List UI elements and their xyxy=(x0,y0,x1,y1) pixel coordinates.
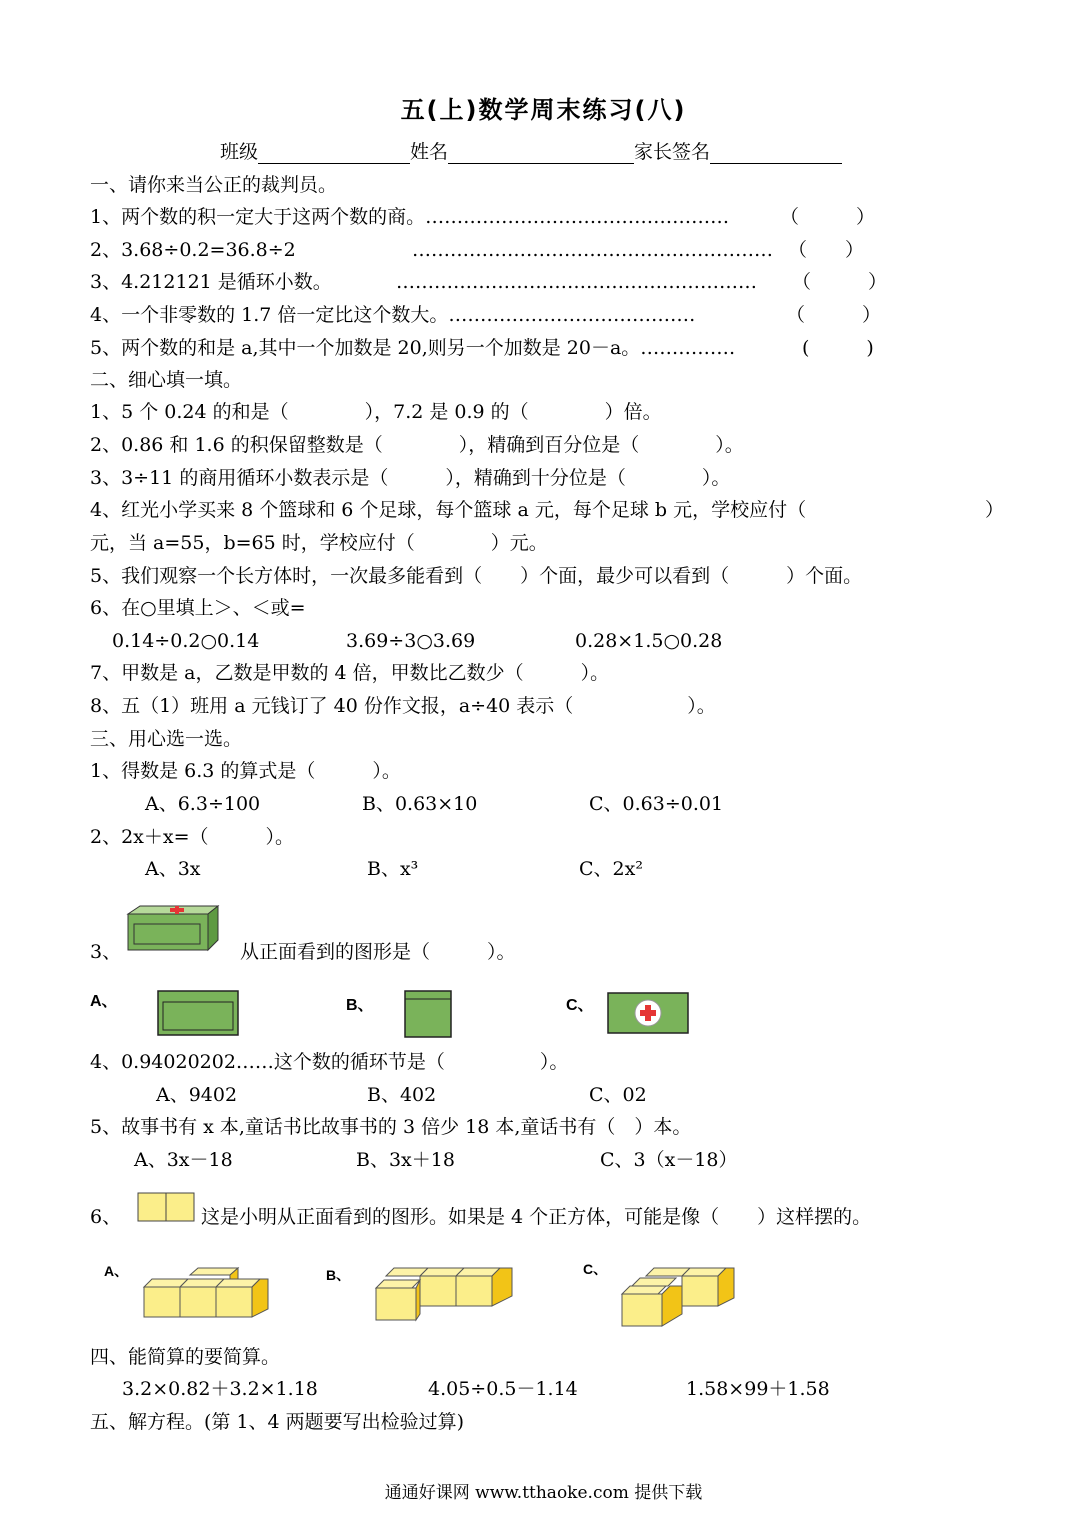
choice-q6-number: 6、 xyxy=(90,1206,122,1228)
section4-heading: 四、能简算的要简算。 xyxy=(90,1346,281,1368)
choice-q2: 2、2x＋x=（ ）。 xyxy=(90,826,295,848)
q6-option-b-label[interactable]: B、 xyxy=(326,1267,351,1283)
q1-option-a[interactable]: A、6.3÷100 xyxy=(145,793,261,815)
q1-option-b[interactable]: B、0.63×10 xyxy=(362,793,478,815)
judge-blank-1[interactable]: （ ） xyxy=(780,206,876,228)
section5-heading: 五、解方程。(第 1、4 两题要写出检验过算) xyxy=(90,1411,465,1433)
fill-item-3: 3、3÷11 的商用循环小数表示是（ ），精确到十分位是（ ）。 xyxy=(90,467,731,489)
judge-item-1: 1、两个数的积一定大于这两个数的商。………………………………………… xyxy=(90,206,730,228)
student-info-line xyxy=(220,140,842,164)
fill-item-5: 5、我们观察一个长方体时，一次最多能看到（ ）个面，最少可以看到（ ）个面。 xyxy=(90,565,863,587)
section2-heading: 二、细心填一填。 xyxy=(90,369,243,391)
q5-option-b[interactable]: B、3x＋18 xyxy=(356,1149,455,1171)
choice-q4: 4、0.94020202……这个数的循环节是（ ）。 xyxy=(90,1051,569,1073)
q6-option-c-label[interactable]: C、 xyxy=(583,1261,608,1277)
fill-item-7: 7、甲数是 a，乙数是甲数的 4 倍，甲数比乙数少（ ）。 xyxy=(90,662,610,684)
judge-dots-2: ………………………………………………… xyxy=(412,239,773,261)
q1-option-c[interactable]: C、0.63÷0.01 xyxy=(589,793,724,815)
fill-item-8: 8、五（1）班用 a 元钱订了 40 份作文报，a÷40 表示（ ）。 xyxy=(90,695,716,717)
class-field[interactable] xyxy=(258,143,410,164)
compare-expr-1: 0.14÷0.2○0.14 xyxy=(112,630,260,652)
fill-item-1: 1、5 个 0.24 的和是（ ），7.2 是 0.9 的（ ）倍。 xyxy=(90,401,662,423)
q4-option-a[interactable]: A、9402 xyxy=(156,1084,238,1106)
q3-option-a-label[interactable]: A、 xyxy=(90,993,118,1010)
q3-option-c-image[interactable] xyxy=(607,992,689,1034)
q3-option-a-image[interactable] xyxy=(157,990,239,1036)
judge-item-4: 4、一个非零数的 1.7 倍一定比这个数大。………………………………… xyxy=(90,304,696,326)
footer-credit: 通通好课网 www.tthaoke.com 提供下载 xyxy=(384,1483,703,1503)
q6-option-a-cubes-image[interactable] xyxy=(140,1265,270,1319)
front-view-two-squares-image xyxy=(137,1192,195,1222)
q4-option-c[interactable]: C、02 xyxy=(589,1084,647,1106)
judge-item-3: 3、4.212121 是循环小数。 xyxy=(90,271,332,293)
parent-label: 家长签名 xyxy=(634,141,711,163)
q2-option-c[interactable]: C、2x² xyxy=(579,858,643,880)
q6-option-c-cubes-image[interactable] xyxy=(620,1262,738,1328)
fill-item-4: 4、红光小学买来 8 个篮球和 6 个足球，每个篮球 a 元，每个足球 b 元，学校应付（ xyxy=(90,499,807,521)
simplify-expr-2: 4.05÷0.5－1.14 xyxy=(428,1378,578,1400)
name-label: 姓名 xyxy=(410,141,449,163)
q3-option-b-label[interactable]: B、 xyxy=(346,997,374,1014)
section1-heading: 一、请你来当公正的裁判员。 xyxy=(90,174,338,196)
q5-option-a[interactable]: A、3x－18 xyxy=(134,1149,233,1171)
choice-q6: 这是小明从正面看到的图形。如果是 4 个正方体，可能是像（ ）这样摆的。 xyxy=(201,1206,872,1228)
q2-option-b[interactable]: B、x³ xyxy=(367,858,419,880)
medicine-box-3d-image xyxy=(124,904,220,954)
compare-expr-2: 3.69÷3○3.69 xyxy=(346,630,476,652)
q5-option-c[interactable]: C、3（x－18） xyxy=(600,1149,738,1171)
q3-option-b-image[interactable] xyxy=(404,990,452,1038)
page-title: 五(上)数学周末练习(八) xyxy=(400,96,687,124)
q6-option-b-cubes-image[interactable] xyxy=(372,1264,518,1322)
class-label: 班级 xyxy=(220,141,259,163)
judge-blank-2[interactable]: （ ） xyxy=(788,239,865,261)
simplify-expr-1: 3.2×0.82＋3.2×1.18 xyxy=(122,1378,318,1400)
choice-q5: 5、故事书有 x 本,童话书比故事书的 3 倍少 18 本,童话书有（ ）本。 xyxy=(90,1116,692,1138)
q2-option-a[interactable]: A、3x xyxy=(145,858,201,880)
fill-item-4-close: ） xyxy=(985,499,1005,521)
compare-expr-3: 0.28×1.5○0.28 xyxy=(575,630,723,652)
parent-signature-field[interactable] xyxy=(710,143,842,164)
simplify-expr-3: 1.58×99＋1.58 xyxy=(686,1378,830,1400)
fill-item-4-cont: 元，当 a=55，b=65 时，学校应付（ ）元。 xyxy=(90,532,548,554)
choice-q3: 从正面看到的图形是（ ）。 xyxy=(240,941,516,963)
fill-item-6: 6、在○里填上＞、＜或= xyxy=(90,597,306,619)
q3-option-c-label[interactable]: C、 xyxy=(566,997,594,1014)
judge-dots-3: ………………………………………………… xyxy=(396,271,757,293)
judge-blank-4[interactable]: （ ） xyxy=(786,304,882,326)
judge-item-5: 5、两个数的和是 a,其中一个加数是 20,则另一个加数是 20－a。…………… xyxy=(90,337,736,359)
fill-item-2: 2、0.86 和 1.6 的积保留整数是（ ），精确到百分位是（ ）。 xyxy=(90,434,744,456)
judge-blank-5[interactable]: ( ) xyxy=(802,337,874,359)
section3-heading: 三、用心选一选。 xyxy=(90,728,243,750)
name-field[interactable] xyxy=(448,143,634,164)
judge-blank-3[interactable]: （ ） xyxy=(792,271,888,293)
q6-option-a-label[interactable]: A、 xyxy=(104,1263,129,1279)
choice-q1: 1、得数是 6.3 的算式是（ ）。 xyxy=(90,760,401,782)
q4-option-b[interactable]: B、402 xyxy=(367,1084,437,1106)
judge-item-2: 2、3.68÷0.2=36.8÷2 xyxy=(90,239,296,261)
choice-q3-number: 3、 xyxy=(90,941,122,963)
